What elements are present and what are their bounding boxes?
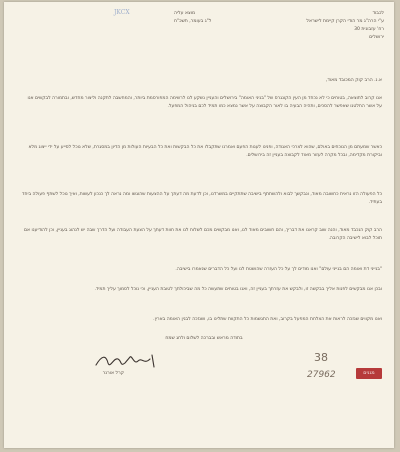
archive-number-1: 38 (314, 351, 328, 364)
recipient-line-1: לכבוד (372, 11, 384, 16)
recipient-line-4: ירושלים (369, 35, 384, 40)
closing-line: בתודה מראש ובברכה לשלום ולחג שמח (165, 336, 243, 341)
paragraph-6: ובכן אנו מבקשים לפנות אליך בבקשה זו, ולבקש את עזרתך בעניין זה, ואנו בטוחים שתעשה כל מה שביכולתך לטובת העניין, וכי נוכל לסמוך עליך תמיד. (94, 287, 382, 292)
letter-date: ל"ג בעומר, תשכ"ח (174, 19, 212, 24)
paragraph-4: הרב קוק הנכבד מאוד, והנה שוב קראנו את דבריך, והם חשובים מאוד לנו, ואנו מבקשים מכם לשלוח לנו את חוות דעתך על הצעת העבודה ועל הדרך שבה יש לנהוג בעניין, וכן להודיענו אם תוכל לבוא לישיבה הקרובה. (24, 228, 382, 241)
margin-stamp: JKCX (114, 9, 130, 16)
recipient-line-2: ע"י הרה"ג מר הודי הקרן קיימת לישראל (306, 19, 384, 24)
paragraph-7: ואנו מקווים שנזכה לראות את הצלחת המפעל בקרוב, ואת התגשמות כל התקוות שתלינו בו, ושנזכה לבנין האומה בארץ. (153, 317, 382, 322)
paragraph-1: אנו קרוב לתוצאה, בטוחים כי לא נכחד מן העין הקונגרס של "בניני האומה" בירושלים והעניין נשקע לנו לרשימה המפורסמת ביותר, והמחשבה לתקנה וליצור מחדש, ובתמורה לבקשים אנו על אשר החלטנו שאפשר להסכים, ותהיה הבעיה בו לאור הקבוצה על אשר נמצא כמו תמיד לכם בניהול המפעל. (27, 96, 382, 109)
office-header: מוצא עליה (174, 11, 196, 16)
signature-name: קרל אורנר (102, 371, 124, 376)
paragraph-3: כל הפעולה הזו נראית כחשובה מאוד, ונבקשך לבוא ולהשתתף בישיבה שתתקיים במשרדנו, וכן לדעת מה דעתך על ההצעות שהוגשו ומה נראה לך כנכון לעשות, ואיך נוכל לשתף פעולה ביחד בעתיד. (22, 192, 382, 205)
salutation: א.נ. הרב קוק המכובד מאוד, (325, 78, 382, 83)
handwritten-signature (92, 351, 162, 371)
red-archive-stamp: מגנים (356, 368, 382, 379)
paragraph-5: "בנייני דת ואומה הם בנייני עולם" ואנו מודים לך על כל העזרה שהושטת לנו ועל כל הדברים שנאמרו בישיבה. (175, 267, 382, 272)
recipient-line-3: רח' עזבונית 30 (354, 27, 384, 32)
paragraph-2: כאשר שמעתם מן הנוכחים באולם, שהוא לצרכי האגודה, ופנינו לענות הפעם ואמרנו שתקבלו את כל הבקשות ואת כל הבעיות העולות מן הדיון במסגרת, שלא נוכל לסייע על ידי ייצוג מלא וביקורת מקדימה, ובכל מקרה לעזור מאוד לקבוצה בעניין זה בירושלים. (28, 145, 382, 158)
letter-page (4, 2, 394, 448)
archive-number-2: 27962 (307, 370, 336, 380)
